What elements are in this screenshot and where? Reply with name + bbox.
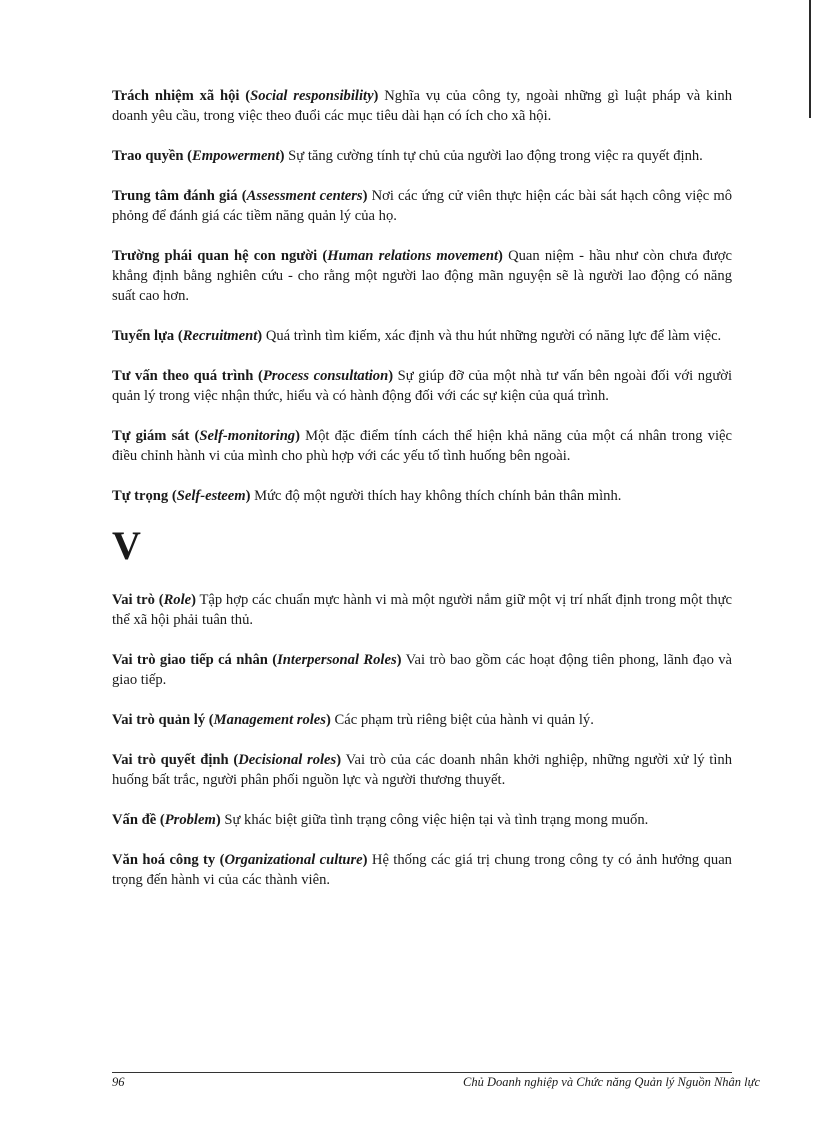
entry-english-term: Process consultation: [262, 368, 389, 384]
entry-definition: Sự khác biệt giữa tình trạng công việc hiện tại và tình trạng mong muốn.: [224, 812, 649, 828]
glossary-entry: Trường phái quan hệ con người (Human relations movement) Quan niệm - hầu như còn chưa được khẳng định bằng nghiên cứu - cho rằng một người lao động mãn nguyện sẽ là người lao động có năng suất cao hơn.: [112, 248, 732, 304]
entry-english-term: Decisional roles: [238, 752, 337, 768]
entry-term: Vai trò quản lý: [112, 712, 206, 728]
entry-term: Vai trò giao tiếp cá nhân: [112, 652, 268, 668]
entry-term: Vai trò: [112, 592, 155, 608]
entry-term: Vấn đề: [112, 812, 157, 828]
entry-english-term: Management roles: [213, 712, 326, 728]
entry-english-term: Self-monitoring: [199, 428, 296, 444]
entry-definition: Hệ thống các giá trị chung trong công ty có ảnh hưởng quan trọng đến hành vi của các thành viên.: [112, 852, 732, 888]
entry-english-term: Organizational culture: [224, 852, 363, 868]
entry-term: Tư vấn theo quá trình: [112, 368, 254, 384]
entry-english-term: Assessment centers: [246, 188, 363, 204]
entry-term: Trường phái quan hệ con người: [112, 248, 318, 264]
entry-english-term: Social responsibility: [250, 88, 374, 104]
entry-definition: Một đặc điểm tính cách thể hiện khả năng của một cá nhân trong việc điều chỉnh hành vi của mình cho phù hợp với các yếu tố tình huống bên ngoài.: [112, 428, 732, 464]
entry-english-term: Problem: [164, 812, 216, 828]
entry-definition: Tập hợp các chuẩn mực hành vi mà một người nắm giữ một vị trí nhất định trong một thực thể xã hội phải tuân thủ.: [112, 592, 732, 628]
glossary-entry: Tuyển lựa (Recruitment) Quá trình tìm kiếm, xác định và thu hút những người có năng lực để làm việc.: [112, 328, 722, 344]
glossary-entry: Vai trò (Role) Tập hợp các chuẩn mực hành vi mà một người nắm giữ một vị trí nhất định trong một thực thể xã hội phải tuân thủ.: [112, 592, 732, 628]
page-edge-line: [809, 0, 811, 118]
entry-english-term: Role: [163, 592, 192, 608]
glossary-entry: Tự trọng (Self-esteem) Mức độ một người thích hay không thích chính bản thân mình.: [112, 488, 622, 504]
entry-term: Vai trò quyết định: [112, 752, 229, 768]
entry-english-term: Self-esteem: [176, 488, 246, 504]
glossary-entry: Trao quyền (Empowerment) Sự tăng cường tính tự chủ của người lao động trong việc ra quyết định.: [112, 148, 703, 164]
entry-term: Trách nhiệm xã hội: [112, 88, 240, 104]
glossary-entry: Trách nhiệm xã hội (Social responsibility) Nghĩa vụ của công ty, ngoài những gì luật pháp và kinh doanh yêu cầu, trong việc theo đuổi các mục tiêu dài hạn có ích cho xã hội.: [112, 88, 733, 124]
running-footer-title: Chủ Doanh nghiệp và Chức năng Quản lý Nguồn Nhân lực: [463, 1075, 760, 1089]
entry-term: Văn hoá công ty: [112, 852, 216, 868]
entry-definition: Quan niệm - hầu như còn chưa được khẳng định bằng nghiên cứu - cho rằng một người lao động mãn nguyện sẽ là người lao động có năng suất cao hơn.: [112, 248, 732, 304]
entry-term: Trung tâm đánh giá: [112, 188, 238, 204]
entry-definition: Nghĩa vụ của công ty, ngoài những gì luật pháp và kinh doanh yêu cầu, trong việc theo đuổi các mục tiêu dài hạn có ích cho xã hội.: [112, 88, 733, 124]
entry-definition: Mức độ một người thích hay không thích chính bản thân mình.: [254, 488, 622, 504]
entry-definition: Sự giúp đỡ của một nhà tư vấn bên ngoài đối với người quản lý trong việc nhận thức, hiểu và có hành động đối với các sự kiện của quá trình.: [112, 368, 732, 404]
entry-definition: Sự tăng cường tính tự chủ của người lao động trong việc ra quyết định.: [288, 148, 703, 164]
glossary-entry: Trung tâm đánh giá (Assessment centers) Nơi các ứng cử viên thực hiện các bài sát hạch công việc mô phỏng để đánh giá các tiềm năng quản lý của họ.: [112, 188, 733, 224]
glossary-entry: Tư vấn theo quá trình (Process consultation) Sự giúp đỡ của một nhà tư vấn bên ngoài đối với người quản lý trong việc nhận thức, hiểu và có hành động đối với các sự kiện của quá trình.: [112, 368, 732, 404]
footer-divider: [112, 1072, 732, 1073]
entry-english-term: Recruitment: [182, 328, 258, 344]
glossary-entry: Vai trò giao tiếp cá nhân (Interpersonal Roles) Vai trò bao gồm các hoạt động tiên phong, lãnh đạo và giao tiếp.: [112, 652, 733, 688]
entry-term: Tự trọng: [112, 488, 169, 504]
glossary-entry: Vai trò quản lý (Management roles) Các phạm trù riêng biệt của hành vi quản lý.: [112, 712, 594, 728]
entry-definition: Vai trò của các doanh nhân khởi nghiệp, những người xử lý tình huống bất trắc, người phân phối nguồn lực và người thương thuyết.: [112, 752, 733, 788]
entry-term: Trao quyền: [112, 148, 184, 164]
entry-definition: Vai trò bao gồm các hoạt động tiên phong, lãnh đạo và giao tiếp.: [112, 652, 733, 688]
section-letter-heading: V: [112, 523, 141, 568]
entry-definition: Các phạm trù riêng biệt của hành vi quản lý.: [334, 712, 594, 728]
glossary-entry: Vai trò quyết định (Decisional roles) Vai trò của các doanh nhân khởi nghiệp, những người xử lý tình huống bất trắc, người phân phối nguồn lực và người thương thuyết.: [112, 752, 733, 788]
entry-english-term: Human relations movement: [327, 248, 499, 264]
entry-term: Tự giám sát: [112, 428, 190, 444]
entry-definition: Quá trình tìm kiếm, xác định và thu hút những người có năng lực để làm việc.: [265, 328, 722, 344]
entry-english-term: Empowerment: [192, 148, 280, 164]
glossary-entry: Văn hoá công ty (Organizational culture) Hệ thống các giá trị chung trong công ty có ảnh hưởng quan trọng đến hành vi của các thành viên.: [112, 852, 732, 888]
entry-definition: Nơi các ứng cử viên thực hiện các bài sát hạch công việc mô phỏng để đánh giá các tiềm năng quản lý của họ.: [112, 188, 733, 224]
glossary-entry: Vấn đề (Problem) Sự khác biệt giữa tình trạng công việc hiện tại và tình trạng mong muốn.: [112, 812, 649, 828]
glossary-content: [112, 86, 732, 890]
entry-term: Tuyển lựa: [112, 328, 175, 344]
entry-english-term: Interpersonal Roles: [277, 652, 397, 668]
glossary-entry: Tự giám sát (Self-monitoring) Một đặc điểm tính cách thể hiện khả năng của một cá nhân trong việc điều chỉnh hành vi của mình cho phù hợp với các yếu tố tình huống bên ngoài.: [112, 428, 732, 464]
page-number: 96: [112, 1075, 125, 1089]
